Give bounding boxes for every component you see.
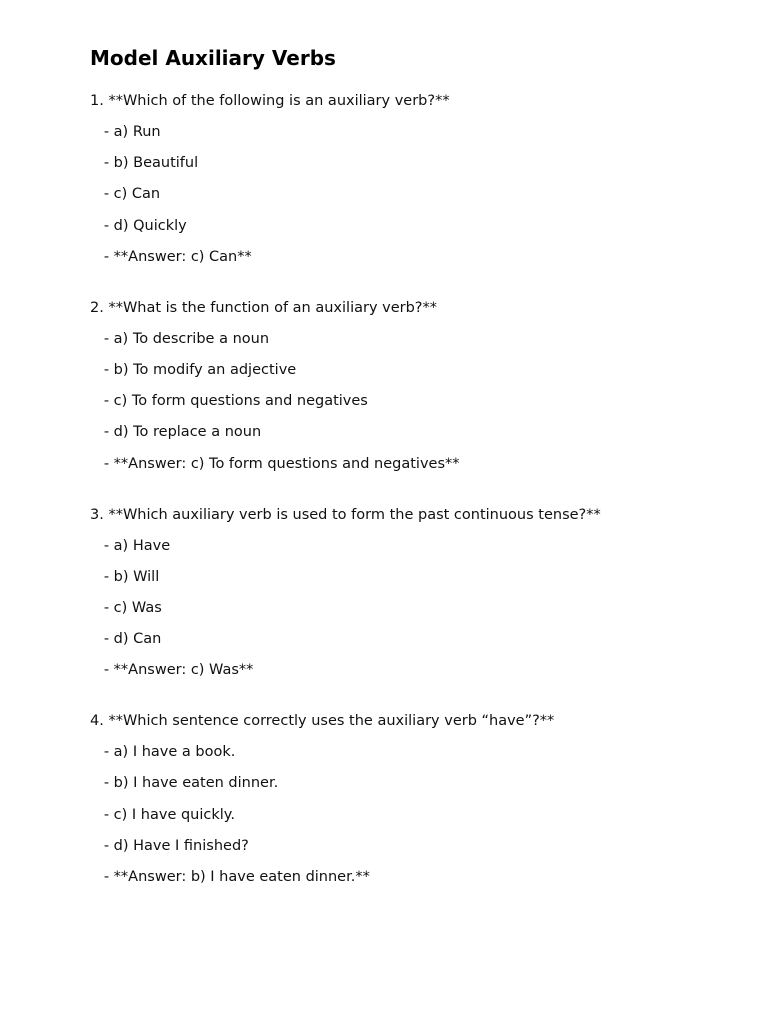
option-a: - a) Have (90, 537, 171, 554)
option-b: - b) I have eaten dinner. (90, 775, 279, 792)
option-d: - d) Have I finished? (90, 837, 249, 854)
question-4 (90, 711, 768, 887)
option-b: - b) Beautiful (90, 155, 199, 172)
option-d: - d) To replace a noun (90, 424, 262, 441)
question-3 (90, 505, 768, 681)
option-c: - c) To form questions and negatives (90, 393, 368, 410)
question-text: 2. **What is the function of an auxiliary verb?** (90, 299, 438, 316)
answer: - **Answer: c) To form questions and negatives** (90, 455, 460, 472)
option-c: - c) Can (90, 186, 161, 203)
option-b: - b) To modify an adjective (90, 361, 297, 378)
question-1 (90, 91, 768, 267)
option-d: - d) Quickly (90, 217, 187, 234)
option-b: - b) Will (90, 568, 160, 585)
question-2 (90, 298, 768, 474)
answer: - **Answer: b) I have eaten dinner.** (90, 869, 370, 885)
option-a: - a) I have a book. (90, 744, 236, 761)
question-text: 1. **Which of the following is an auxiliary verb?** (90, 93, 450, 109)
option-a: - a) Run (90, 124, 161, 140)
question-text: 3. **Which auxiliary verb is used to form the past continuous tense?** (90, 506, 601, 523)
option-a: - a) To describe a noun (90, 330, 270, 347)
answer: - **Answer: c) Can** (90, 248, 252, 265)
option-c: - c) I have quickly. (90, 806, 235, 823)
document-title: Model Auxiliary Verbs (90, 46, 336, 70)
option-c: - c) Was (90, 599, 162, 616)
question-text: 4. **Which sentence correctly uses the auxiliary verb “have”?** (90, 713, 555, 730)
option-d: - d) Can (90, 631, 162, 648)
answer: - **Answer: c) Was** (90, 662, 254, 679)
